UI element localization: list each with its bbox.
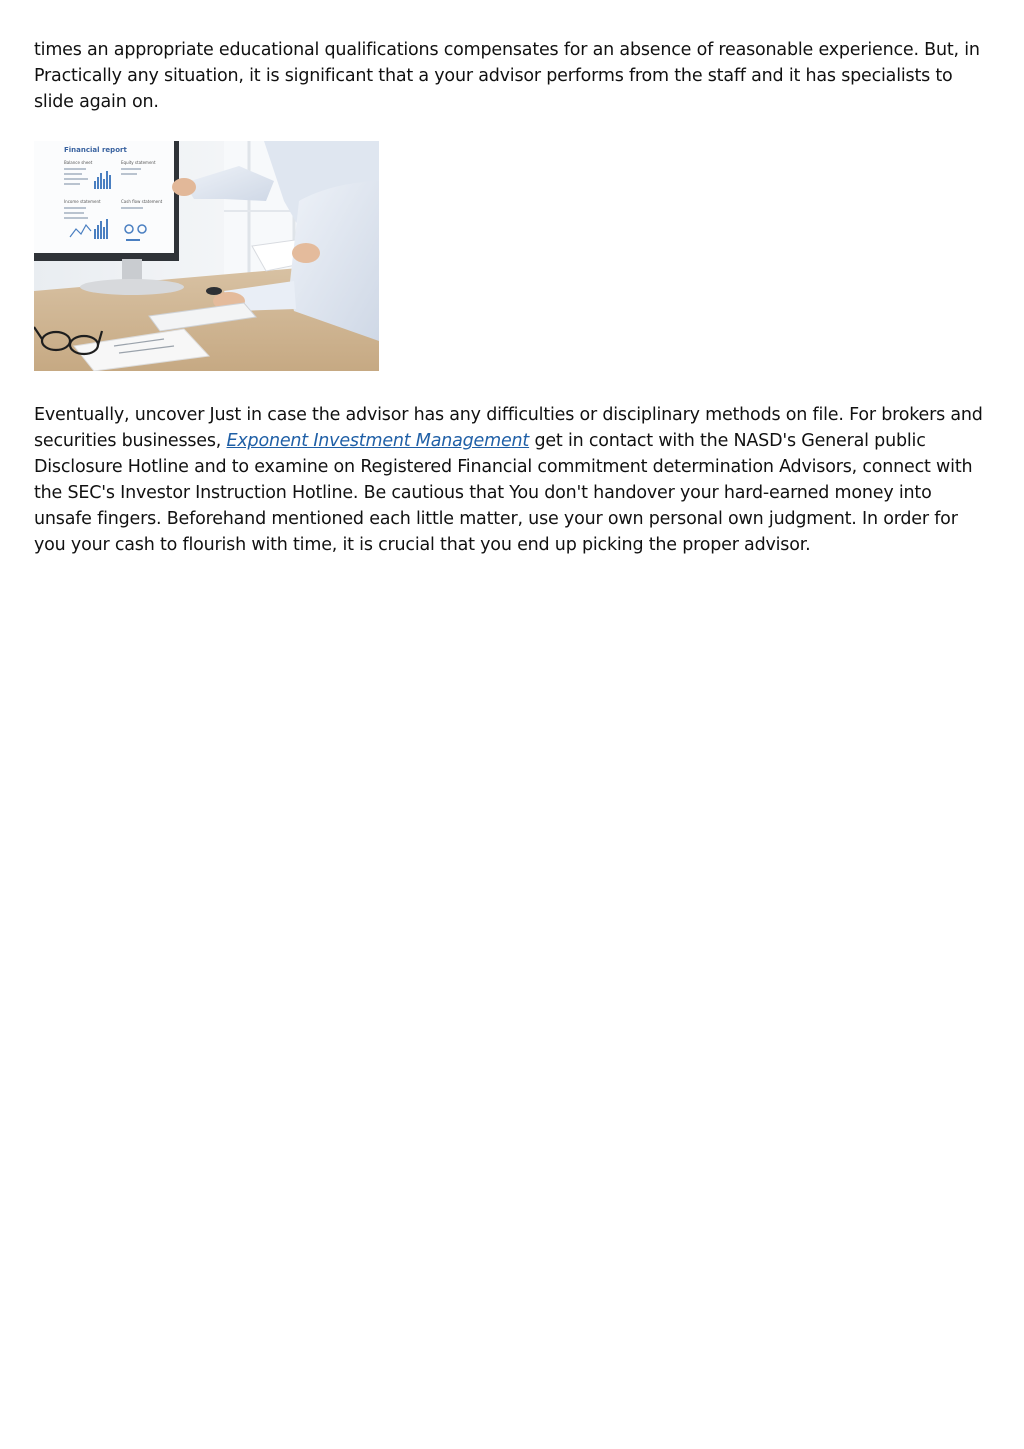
- screen-panel-label-4: Cash flow statement: [121, 199, 163, 204]
- screen-panel-label-3: Income statement: [64, 199, 101, 204]
- article-photo-financial-report: [34, 141, 379, 371]
- screen-panel-label-1: Balance sheet: [64, 160, 93, 165]
- screen-title: Financial report: [64, 146, 127, 154]
- paragraph-text-after-link: get in contact with the NASD's General public Disclosure Hotline and to examine on Registered Financial commitment determination Advisors, connect with the SEC's Investor Instruction Hotline. Be cautious that You don't handover your hard-earned money into unsafe fingers. Beforehand mentioned each little matter, use your own personal own judgment. In order for you your cash to flourish with time, it is crucial that you end up picking the proper advisor.: [34, 431, 973, 555]
- screen-panel-label-2: Equity statement: [121, 160, 156, 165]
- paragraph-text-before-link: Eventually, uncover Just in case the advisor has any difficulties or disciplinary methods on file. For brokers and securities businesses,: [34, 405, 983, 451]
- paragraph-advisor-check: [34, 402, 992, 558]
- paragraph-intro: times an appropriate educational qualifications compensates for an absence of reasonable experience. But, in Practically any situation, it is significant that a your advisor performs from the staff and it has specialists to slide again on.: [34, 40, 980, 112]
- exponent-investment-management-link[interactable]: Exponent Investment Management: [226, 431, 530, 451]
